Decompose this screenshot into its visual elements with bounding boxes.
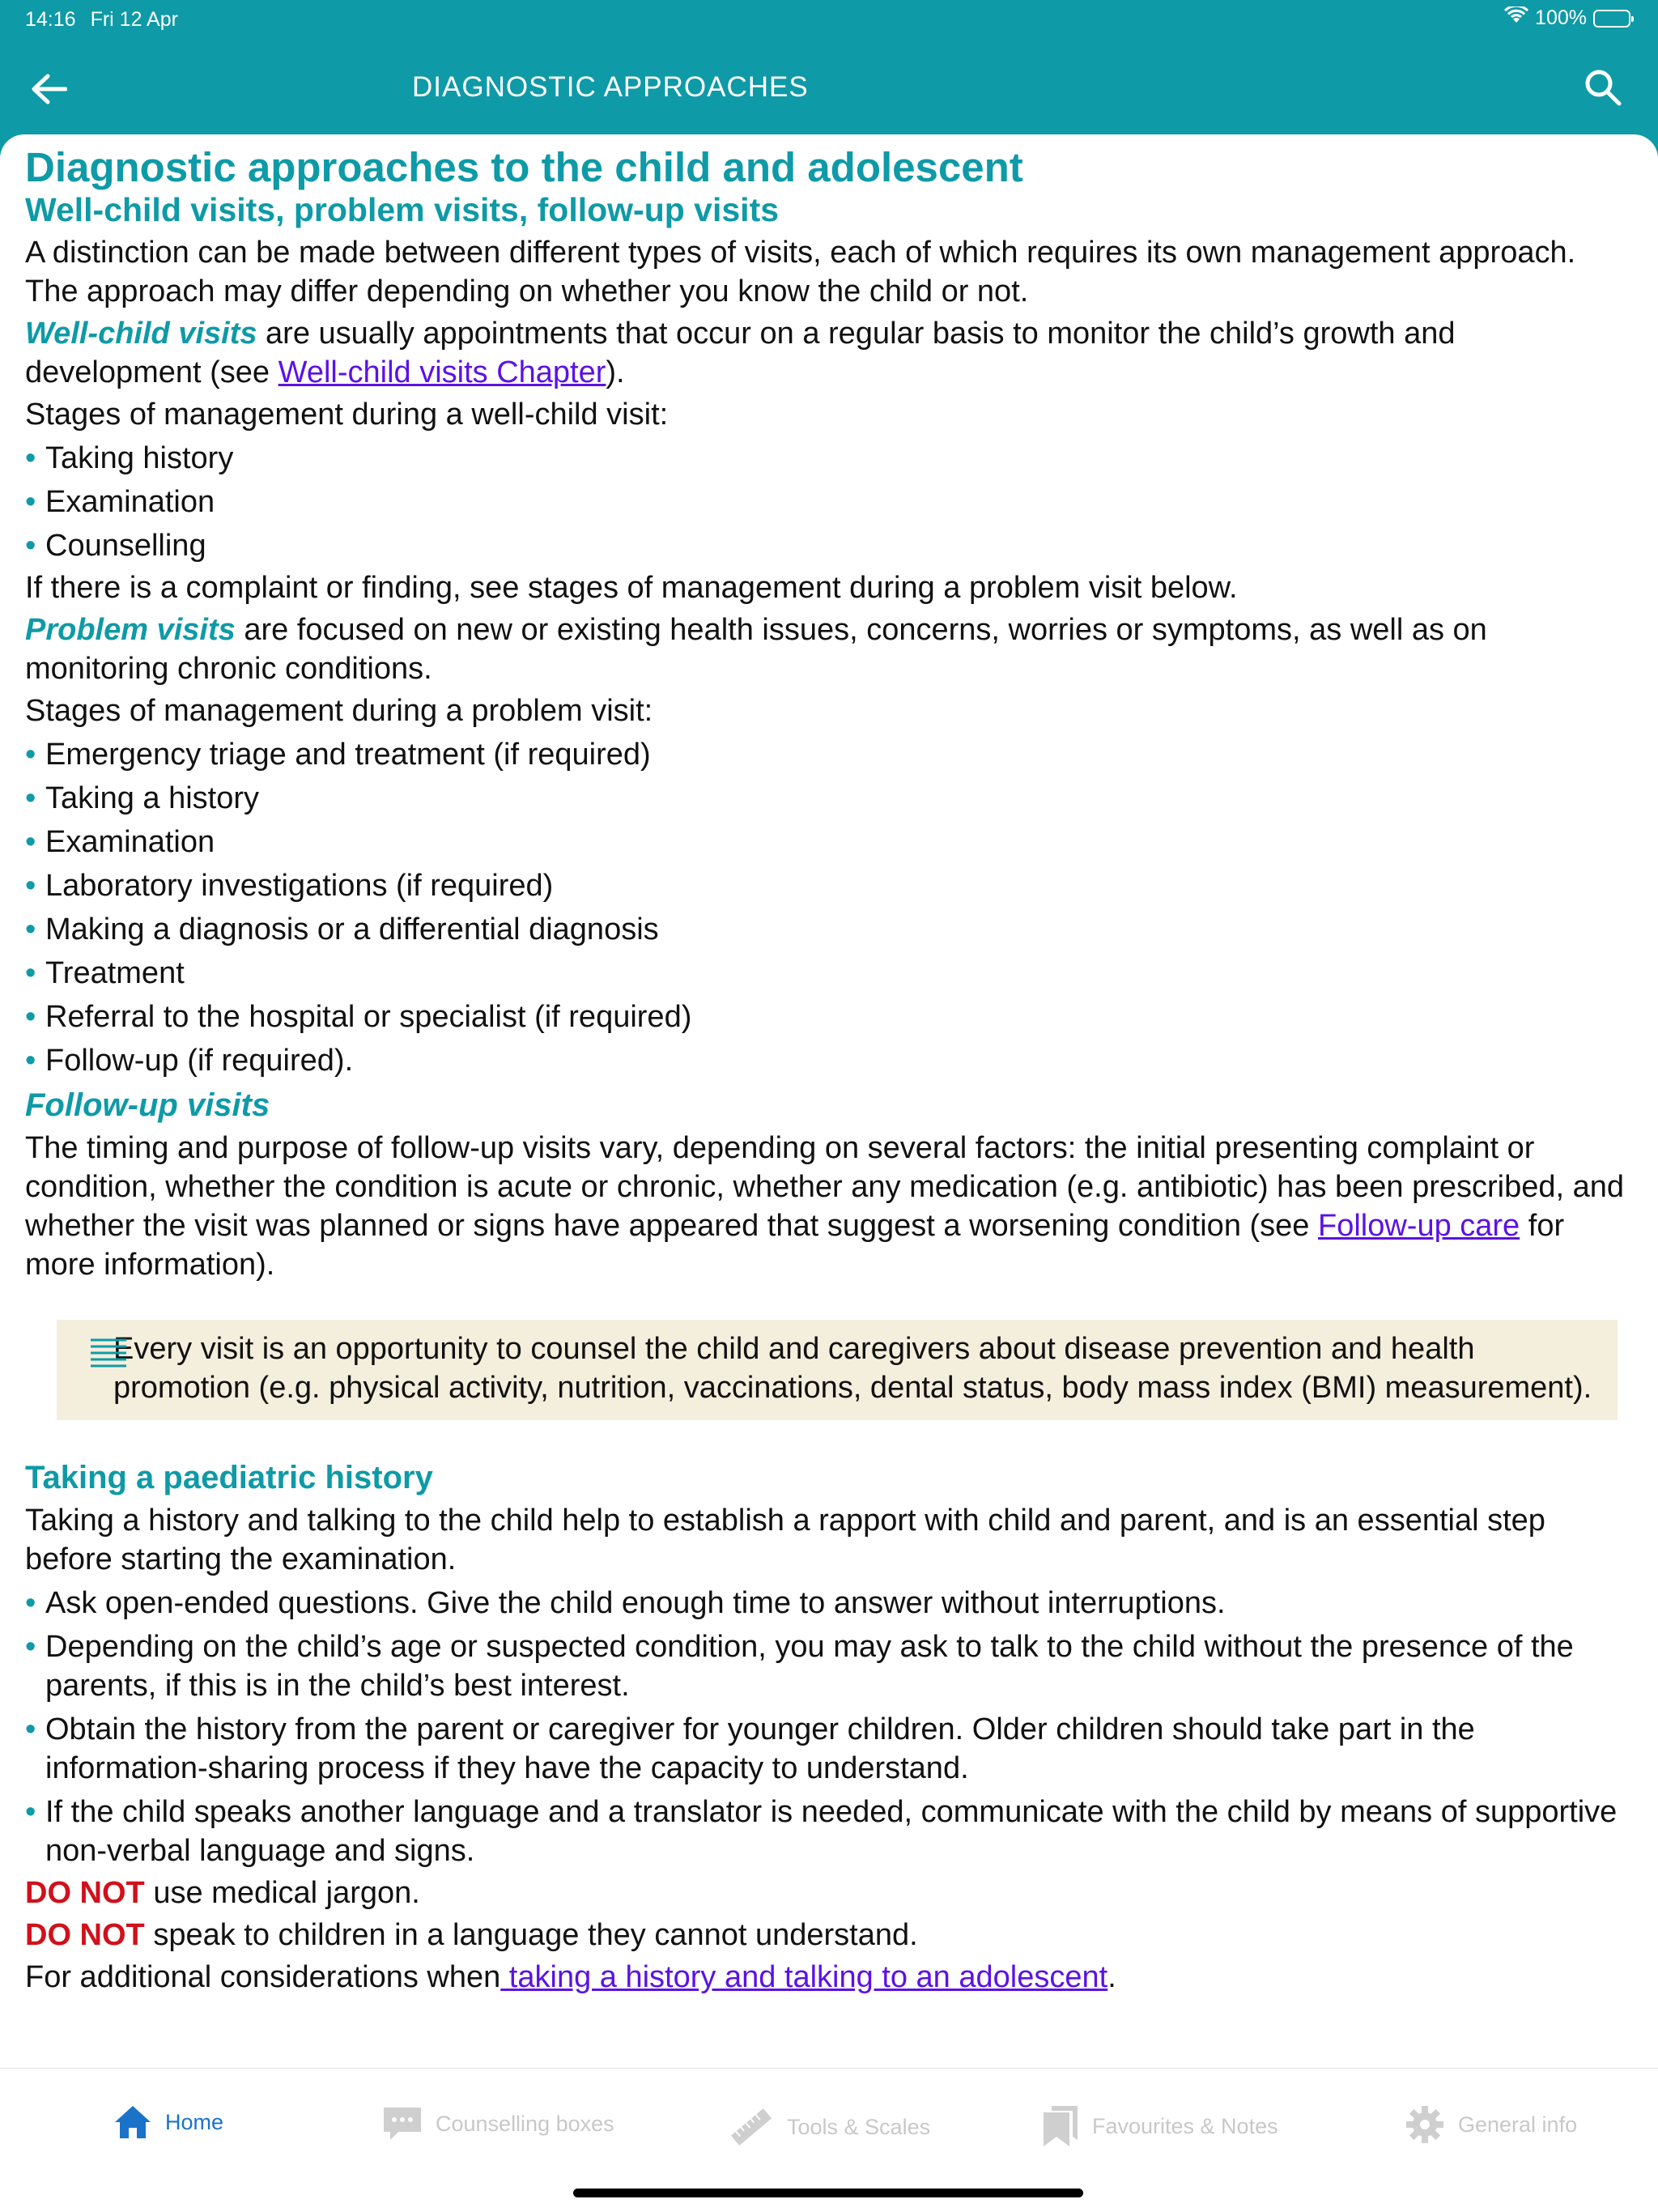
- page-title: DIAGNOSTIC APPROACHES: [412, 71, 809, 103]
- status-time: 14:16: [25, 8, 76, 31]
- list-item: • Examination: [25, 483, 1634, 521]
- list-item: • Laboratory investigations (if required): [25, 866, 1634, 905]
- tab-counselling-label: Counselling boxes: [436, 2111, 614, 2136]
- tab-favourites-notes[interactable]: [1042, 2104, 1278, 2148]
- followup-paragraph: [25, 1129, 1634, 1284]
- problem-stages-label: Stages of management during a problem visit:: [25, 694, 653, 728]
- back-button[interactable]: [26, 66, 71, 112]
- history-list: [25, 1584, 1634, 1870]
- list-item: • Making a diagnosis or a differential diagnosis: [25, 910, 1634, 949]
- search-icon: [1584, 69, 1622, 106]
- battery-percentage: 100%: [1535, 6, 1587, 29]
- followup-end: for more information).: [25, 1209, 1565, 1282]
- wellchild-chapter-link[interactable]: Well-child visits Chapter: [278, 355, 606, 389]
- tab-home[interactable]: [113, 2104, 223, 2140]
- wellchild-end: ).: [606, 355, 625, 389]
- section-title-history: Taking a paediatric history: [25, 1460, 433, 1495]
- arrow-left-icon: [30, 73, 67, 105]
- list-item: • Obtain the history from the parent or caregiver for younger children. Older children should take part in the information-sharing process if they have the capacity to understand.: [25, 1710, 1634, 1788]
- list-item: • Taking history: [25, 439, 1634, 478]
- donot-label: DO NOT: [25, 1918, 145, 1952]
- home-icon: [113, 2104, 152, 2140]
- list-item: • Referral to the hospital or specialist (if required): [25, 998, 1634, 1036]
- donot-jargon-text: use medical jargon.: [144, 1876, 420, 1910]
- battery-icon: [1593, 10, 1630, 28]
- article-content: [0, 134, 1658, 2068]
- adolescent-history-link[interactable]: taking a history and talking to an adolescent: [500, 1960, 1108, 1994]
- tab-home-label: Home: [165, 2109, 224, 2134]
- wellchild-stages-list: [25, 439, 1634, 565]
- section-title-visits: Well-child visits, problem visits, follow-up visits: [25, 191, 780, 228]
- status-bar-right: [1504, 6, 1630, 30]
- list-item: • Examination: [25, 823, 1634, 861]
- text-lines-icon: [89, 1338, 128, 1372]
- tab-favourites-label: Favourites & Notes: [1092, 2113, 1278, 2138]
- tab-counselling-boxes[interactable]: [382, 2104, 614, 2143]
- list-item: • Ask open-ended questions. Give the child enough time to answer without interruptions.: [25, 1584, 1634, 1623]
- tab-info-label: General info: [1458, 2112, 1578, 2137]
- app-header: [0, 0, 1658, 136]
- home-indicator[interactable]: [573, 2189, 1083, 2197]
- problem-text: are focused on new or existing health issues, concerns, worries or symptoms, as well as on monitoring chronic conditions.: [25, 613, 1487, 686]
- tab-tools-scales[interactable]: [729, 2104, 930, 2150]
- list-item: • Counselling: [25, 526, 1634, 565]
- list-item: • Follow-up (if required).: [25, 1041, 1634, 1080]
- list-item: • Taking a history: [25, 779, 1634, 818]
- wellchild-term: Well-child visits: [25, 317, 257, 351]
- wellchild-paragraph: [25, 314, 1634, 392]
- tab-tools-label: Tools & Scales: [787, 2114, 931, 2139]
- tab-general-info[interactable]: [1405, 2104, 1577, 2145]
- article-title: Diagnostic approaches to the child and adolescent: [25, 144, 1023, 190]
- list-item: • Treatment: [25, 954, 1634, 993]
- followup-text: The timing and purpose of follow-up visits vary, depending on several factors: the initial presenting complaint or condition, whether the condition is acute or chronic, whether any medication (e.g. antibiotic) has been prescribed, and whether the visit was planned or signs have appeared that suggest a worsening condition (see: [25, 1131, 1625, 1243]
- additional-text: For additional considerations when: [25, 1960, 501, 1994]
- chat-bubble-icon: [382, 2104, 423, 2143]
- wellchild-text: are usually appointments that occur on a regular basis to monitor the child’s growth and development (see: [25, 317, 1456, 389]
- problem-paragraph: [25, 610, 1634, 688]
- list-item: • Depending on the child’s age or suspected condition, you may ask to talk to the child without the presence of the parents, if this is in the child’s best interest.: [25, 1627, 1634, 1705]
- list-item: • If the child speaks another language and a translator is needed, communicate with the child by means of supportive non-verbal language and signs.: [25, 1793, 1634, 1870]
- additional-end: .: [1107, 1960, 1116, 1994]
- wellchild-stages-label: Stages of management during a well-child visit:: [25, 398, 669, 432]
- intro-paragraph: A distinction can be made between different types of visits, each of which requires its own management approach. The approach may differ depending on whether you know the child or not.: [25, 236, 1576, 308]
- followup-care-link[interactable]: Follow-up care: [1317, 1209, 1520, 1243]
- history-intro: Taking a history and talking to the child help to establish a rapport with child and parent, and is an essential step before starting the examination.: [25, 1504, 1545, 1576]
- search-button[interactable]: [1580, 65, 1626, 110]
- ruler-icon: [729, 2104, 774, 2150]
- complaint-paragraph: If there is a complaint or finding, see stages of management during a problem visit below.: [25, 571, 1238, 605]
- donot-label: DO NOT: [25, 1876, 145, 1910]
- status-bar-left: [25, 8, 178, 32]
- problem-term: Problem visits: [25, 613, 236, 647]
- wifi-icon: [1504, 6, 1528, 30]
- problem-stages-list: [25, 735, 1634, 1080]
- additional-considerations: [25, 1958, 1634, 1997]
- donot-language-text: speak to children in a language they cannot understand.: [144, 1918, 918, 1952]
- bookmark-icon: [1042, 2104, 1079, 2148]
- donot-jargon: [25, 1874, 1634, 1912]
- followup-title: Follow-up visits: [25, 1087, 270, 1123]
- donot-language: [25, 1916, 1634, 1955]
- counselling-box[interactable]: [57, 1320, 1618, 1420]
- status-date: Fri 12 Apr: [90, 8, 178, 31]
- gear-icon: [1405, 2104, 1445, 2145]
- list-item: • Emergency triage and treatment (if required): [25, 735, 1634, 774]
- counselling-box-text: Every visit is an opportunity to counsel the child and caregivers about disease prevention and health promotion (e.g. physical activity, nutrition, vaccinations, dental status, body mass index (BMI) measurement).: [113, 1332, 1592, 1405]
